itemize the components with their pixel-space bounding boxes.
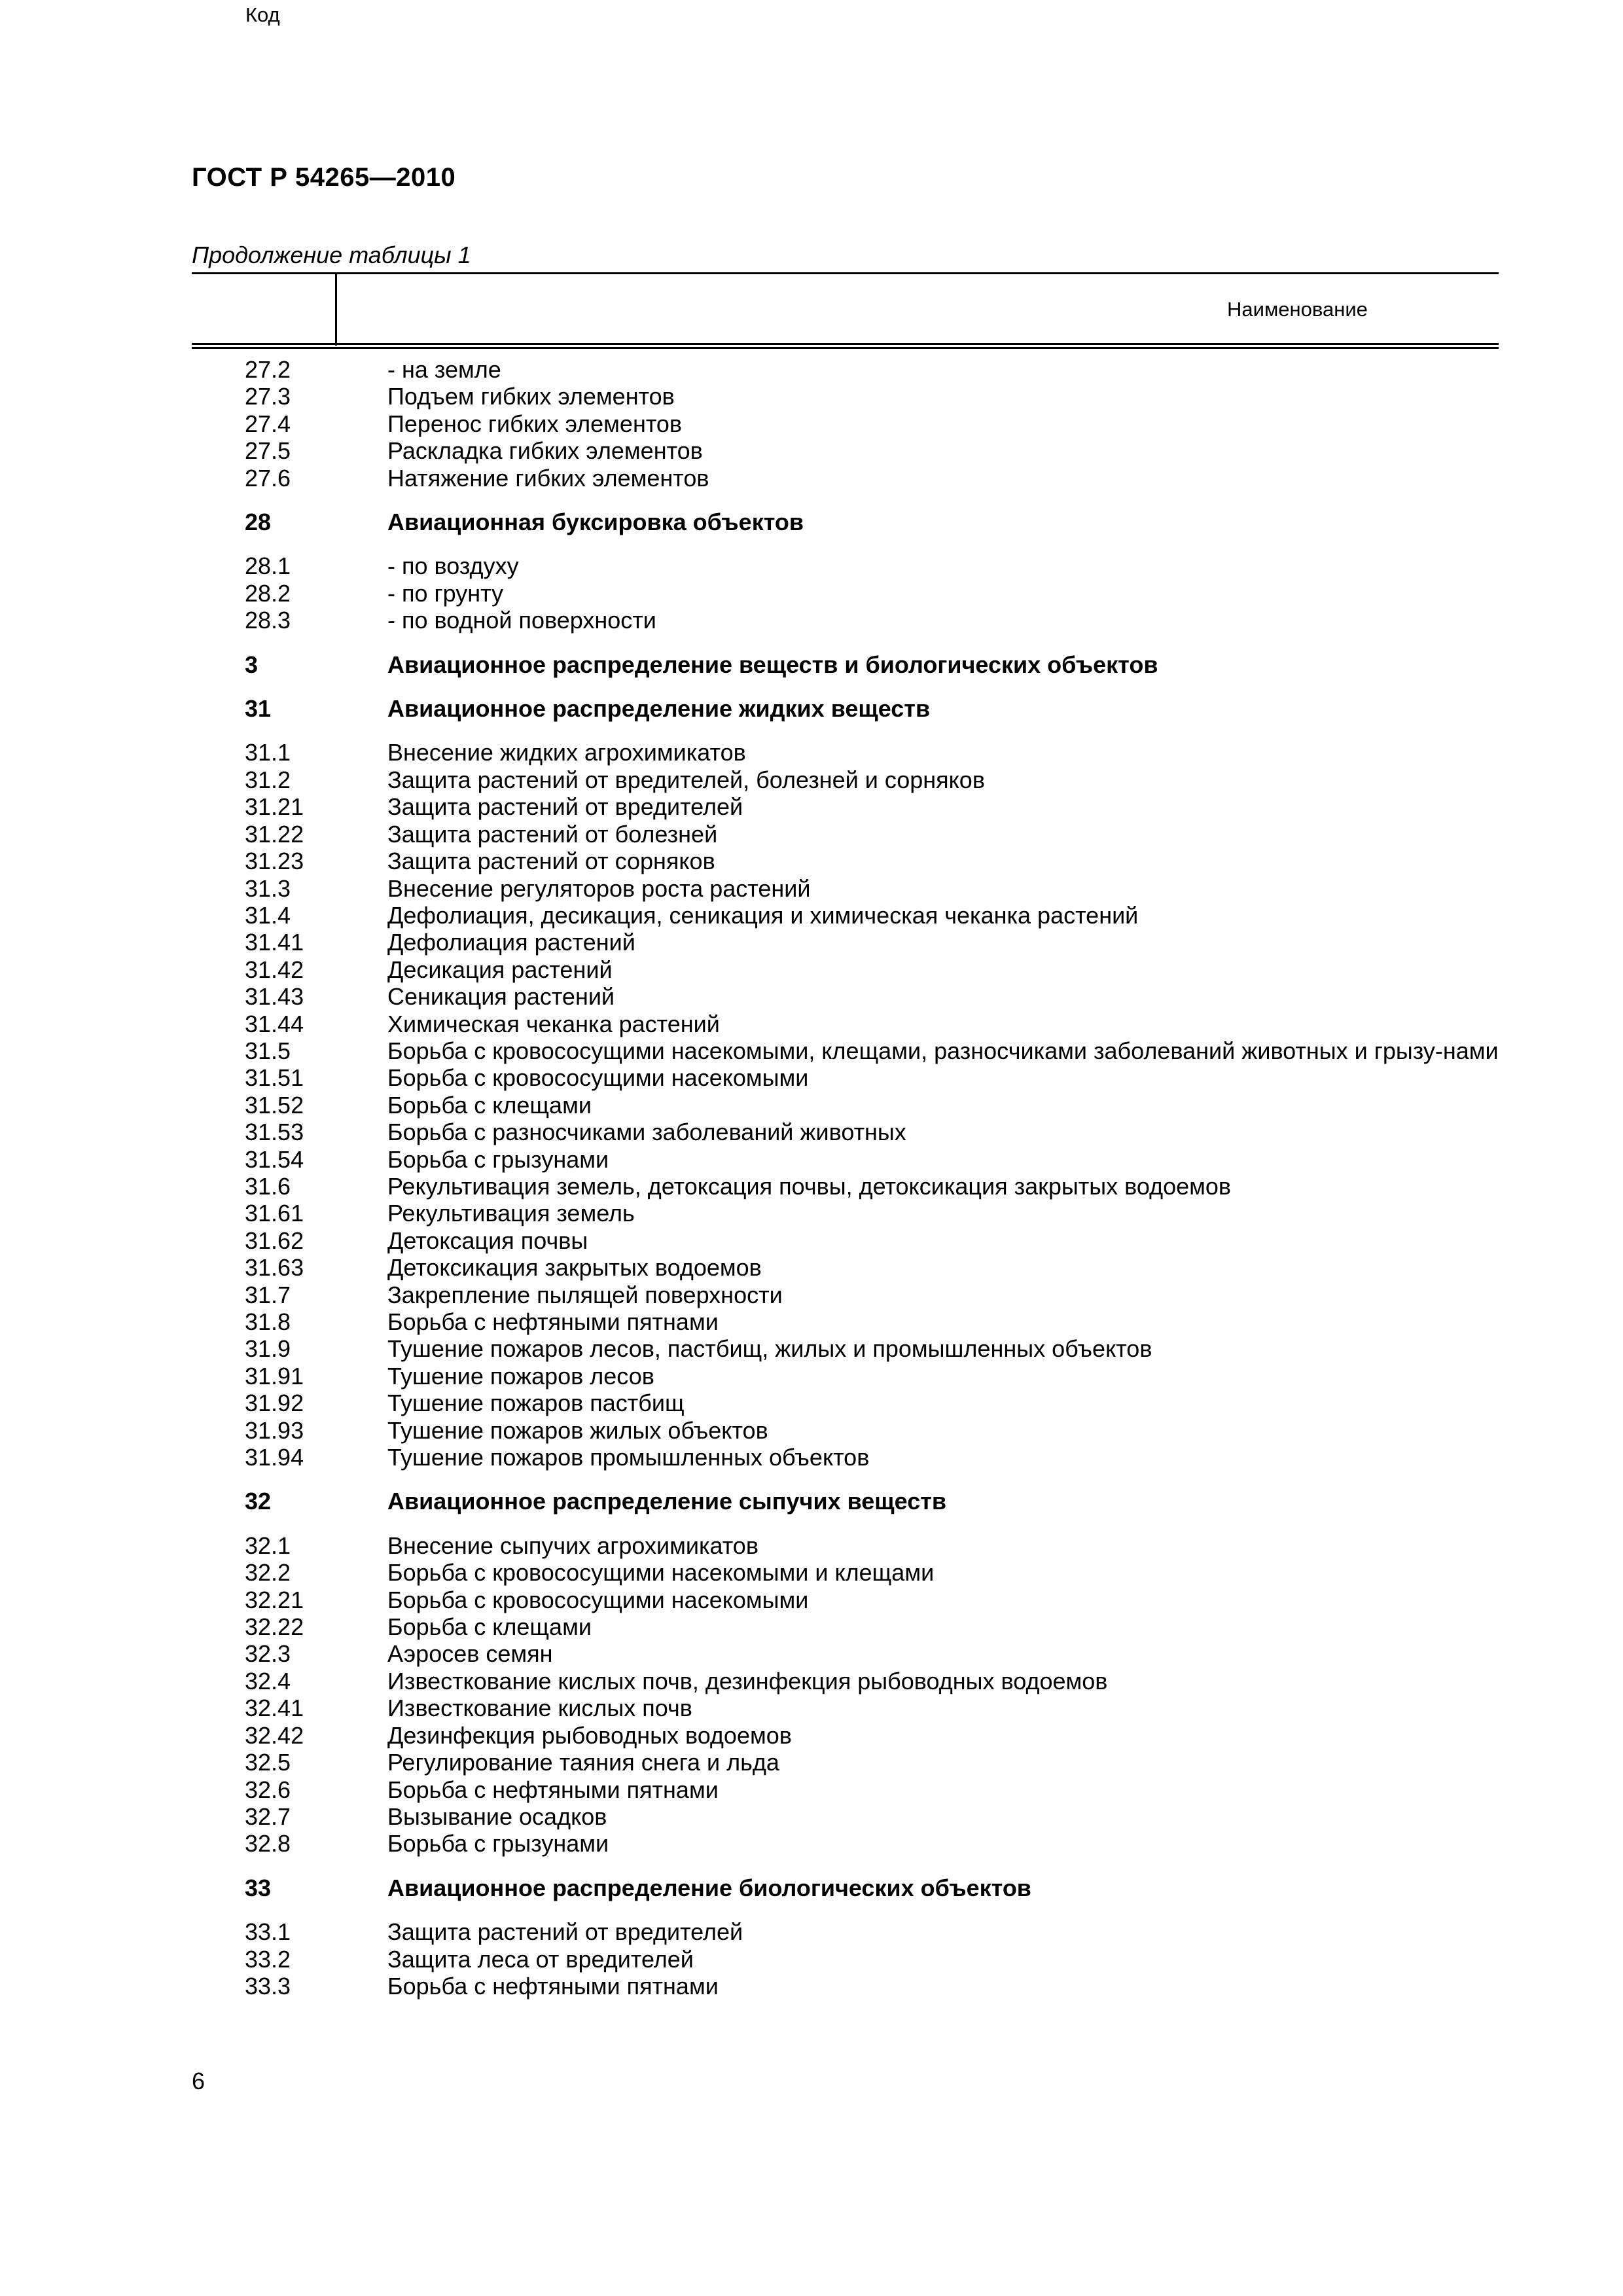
row-name: - по воздуху bbox=[387, 552, 519, 580]
row-name: Борьба с кровососущими насекомыми bbox=[387, 1586, 809, 1613]
table-row bbox=[0, 1308, 1623, 1335]
row-code: 31.8 bbox=[245, 1308, 291, 1335]
row-name: Перенос гибких элементов bbox=[387, 410, 683, 437]
table-top-rule bbox=[192, 272, 1499, 274]
row-name: Натяжение гибких элементов bbox=[387, 464, 709, 492]
row-code: 31.51 bbox=[245, 1064, 304, 1092]
table-row bbox=[0, 1173, 1623, 1200]
row-code: 32.4 bbox=[245, 1667, 291, 1695]
table-row bbox=[0, 607, 1623, 634]
row-code: 31.7 bbox=[245, 1281, 291, 1308]
row-name: - по грунту bbox=[387, 579, 504, 607]
table-row bbox=[0, 793, 1623, 820]
row-code: 31.52 bbox=[245, 1091, 304, 1119]
row-name: Детоксация почвы bbox=[387, 1227, 588, 1254]
table-row bbox=[0, 465, 1623, 492]
table-row bbox=[0, 410, 1623, 437]
table-body bbox=[0, 356, 1623, 2000]
row-code: 32.8 bbox=[245, 1830, 291, 1857]
row-name: Дефолиация, десикация, сеникация и химическая чеканка растений bbox=[387, 901, 1139, 929]
table-row bbox=[0, 1417, 1623, 1444]
row-code: 32.41 bbox=[245, 1695, 304, 1722]
row-name: Дефолиация растений bbox=[387, 929, 635, 956]
row-name: Защита растений от вредителей bbox=[387, 793, 743, 821]
row-code: 31.63 bbox=[245, 1254, 304, 1282]
row-name: Борьба с нефтяными пятнами bbox=[387, 1776, 719, 1803]
row-name: Борьба с нефтяными пятнами bbox=[387, 1308, 719, 1335]
table-row bbox=[0, 383, 1623, 410]
row-code: 31.93 bbox=[245, 1416, 304, 1444]
row-code: 28.2 bbox=[245, 579, 291, 607]
table-row bbox=[0, 1282, 1623, 1308]
row-name: Тушение пожаров пастбищ bbox=[387, 1390, 685, 1417]
row-code: 32.42 bbox=[245, 1721, 304, 1749]
row-name: Авиационная буксировка объектов bbox=[387, 509, 804, 536]
row-code: 31.4 bbox=[245, 901, 291, 929]
row-code: 32.5 bbox=[245, 1749, 291, 1776]
row-name: Тушение пожаров жилых объектов bbox=[387, 1416, 768, 1444]
row-code: 31 bbox=[245, 695, 272, 723]
row-name: Борьба с грызунами bbox=[387, 1145, 609, 1173]
row-name: Защита растений от вредителей, болезней и сорняков bbox=[387, 766, 985, 793]
row-name: Тушение пожаров лесов bbox=[387, 1362, 654, 1390]
table-row bbox=[0, 1037, 1623, 1064]
table-row bbox=[0, 356, 1623, 383]
row-code: 33.3 bbox=[245, 1972, 291, 2000]
row-name: Рекультивация земель, детоксация почвы, детоксикация закрытых водоемов bbox=[387, 1172, 1232, 1200]
row-name: Борьба с разносчиками заболеваний животных bbox=[387, 1119, 906, 1146]
table-row bbox=[0, 1776, 1623, 1803]
row-code: 31.61 bbox=[245, 1200, 304, 1227]
row-code: 32.22 bbox=[245, 1613, 304, 1641]
row-code: 31.43 bbox=[245, 983, 304, 1011]
row-name: Борьба с кровососущими насекомыми и клещами bbox=[387, 1559, 935, 1587]
row-name: Подъем гибких элементов bbox=[387, 383, 675, 410]
row-code: 31.44 bbox=[245, 1010, 304, 1037]
row-name: Известкование кислых почв, дезинфекция рыбоводных водоемов bbox=[387, 1667, 1108, 1695]
row-code: 27.6 bbox=[245, 464, 291, 492]
row-name: Защита растений от болезней bbox=[387, 820, 718, 848]
row-name: Защита леса от вредителей bbox=[387, 1945, 694, 1973]
row-code: 31.94 bbox=[245, 1444, 304, 1471]
row-code: 31.42 bbox=[245, 956, 304, 983]
header-double-rule-bottom bbox=[192, 347, 1499, 349]
table-row bbox=[0, 1749, 1623, 1776]
row-code: 31.2 bbox=[245, 766, 291, 793]
row-code: 3 bbox=[245, 651, 259, 678]
row-code: 32.21 bbox=[245, 1586, 304, 1613]
table-row bbox=[0, 651, 1623, 678]
row-name: Рекультивация земель bbox=[387, 1200, 635, 1227]
row-name: Десикация растений bbox=[387, 956, 613, 983]
row-code: 31.62 bbox=[245, 1227, 304, 1254]
row-name: - по водной поверхности bbox=[387, 607, 656, 634]
row-code: 31.3 bbox=[245, 874, 291, 902]
table-row bbox=[0, 1092, 1623, 1119]
column-header-code: Код bbox=[245, 3, 280, 26]
row-name: Борьба с грызунами bbox=[387, 1830, 609, 1857]
row-name: Борьба с кровососущими насекомыми bbox=[387, 1064, 809, 1092]
row-code: 32.2 bbox=[245, 1559, 291, 1587]
row-name: Борьба с нефтяными пятнами bbox=[387, 1972, 719, 2000]
row-name: Тушение пожаров промышленных объектов bbox=[387, 1444, 870, 1471]
table-row bbox=[0, 695, 1623, 722]
table-row bbox=[0, 1803, 1623, 1830]
table-row bbox=[0, 739, 1623, 766]
row-code: 31.6 bbox=[245, 1172, 291, 1200]
row-name: Внесение регуляторов роста растений bbox=[387, 874, 811, 902]
table-row bbox=[0, 1559, 1623, 1586]
column-header-name: Наименование bbox=[1227, 298, 1368, 321]
row-code: 32.7 bbox=[245, 1803, 291, 1830]
table-row bbox=[0, 1064, 1623, 1091]
row-name: Раскладка гибких элементов bbox=[387, 437, 703, 465]
row-name: Авиационное распределение веществ и биологических объектов bbox=[387, 651, 1158, 678]
row-name: Авиационное распределение биологических объектов bbox=[387, 1874, 1031, 1901]
table-row bbox=[0, 821, 1623, 848]
row-name: Внесение сыпучих агрохимикатов bbox=[387, 1532, 758, 1559]
table-row bbox=[0, 1668, 1623, 1695]
row-name: Авиационное распределение сыпучих веществ bbox=[387, 1488, 946, 1515]
table-row bbox=[0, 1200, 1623, 1227]
table-row bbox=[0, 902, 1623, 929]
table-row bbox=[0, 875, 1623, 902]
row-code: 31.1 bbox=[245, 739, 291, 766]
row-name: Борьба с клещами bbox=[387, 1091, 592, 1119]
row-name: Защита растений от сорняков bbox=[387, 848, 715, 875]
row-name: Внесение жидких агрохимикатов bbox=[387, 739, 746, 766]
row-name: Сеникация растений bbox=[387, 983, 615, 1011]
row-name: Вызывание осадков bbox=[387, 1803, 607, 1830]
row-code: 27.5 bbox=[245, 437, 291, 465]
table-row bbox=[0, 1587, 1623, 1613]
row-code: 28.3 bbox=[245, 607, 291, 634]
table-row bbox=[0, 929, 1623, 956]
row-code: 31.54 bbox=[245, 1145, 304, 1173]
row-name: Защита растений от вредителей bbox=[387, 1918, 743, 1946]
row-name: Химическая чеканка растений bbox=[387, 1010, 720, 1037]
table-column-divider bbox=[335, 272, 337, 346]
row-name: Авиационное распределение жидких веществ bbox=[387, 695, 931, 723]
row-name: Борьба с кровососущими насекомыми, клещами, разносчиками заболеваний животных и грызу-нами bbox=[387, 1037, 1499, 1064]
table-row bbox=[0, 1946, 1623, 1973]
table-row bbox=[0, 1722, 1623, 1749]
table-row bbox=[0, 1973, 1623, 2000]
table-row bbox=[0, 509, 1623, 535]
table-row bbox=[0, 1874, 1623, 1901]
table-row bbox=[0, 1532, 1623, 1559]
row-name: Тушение пожаров лесов, пастбищ, жилых и промышленных объектов bbox=[387, 1335, 1152, 1363]
table-row bbox=[0, 956, 1623, 983]
row-code: 28.1 bbox=[245, 552, 291, 580]
row-name: Закрепление пылящей поверхности bbox=[387, 1281, 783, 1308]
row-code: 32 bbox=[245, 1488, 272, 1515]
row-code: 31.23 bbox=[245, 848, 304, 875]
row-name: Борьба с клещами bbox=[387, 1613, 592, 1641]
row-code: 27.2 bbox=[245, 356, 291, 383]
table-row bbox=[0, 1613, 1623, 1640]
row-code: 31.5 bbox=[245, 1037, 291, 1064]
table-row bbox=[0, 1830, 1623, 1857]
table-row bbox=[0, 1254, 1623, 1281]
row-code: 28 bbox=[245, 509, 272, 536]
row-code: 31.21 bbox=[245, 793, 304, 821]
table-row bbox=[0, 1640, 1623, 1667]
row-code: 27.4 bbox=[245, 410, 291, 437]
row-code: 33 bbox=[245, 1874, 272, 1901]
row-code: 32.1 bbox=[245, 1532, 291, 1559]
row-code: 31.41 bbox=[245, 929, 304, 956]
row-name: Детоксикация закрытых водоемов bbox=[387, 1254, 762, 1282]
table-row bbox=[0, 1227, 1623, 1254]
table-row bbox=[0, 1335, 1623, 1362]
table-row bbox=[0, 1011, 1623, 1037]
page-number: 6 bbox=[192, 2068, 205, 2094]
table-row bbox=[0, 1444, 1623, 1471]
table-row bbox=[0, 552, 1623, 579]
table-row bbox=[0, 848, 1623, 874]
row-code: 27.3 bbox=[245, 383, 291, 410]
row-name: Регулирование таяния снега и льда bbox=[387, 1749, 779, 1776]
row-code: 32.6 bbox=[245, 1776, 291, 1803]
table-row bbox=[0, 1119, 1623, 1145]
row-name: - на земле bbox=[387, 356, 501, 383]
row-code: 33.1 bbox=[245, 1918, 291, 1946]
table-row bbox=[0, 1146, 1623, 1173]
row-code: 32.3 bbox=[245, 1640, 291, 1668]
header-double-rule-top bbox=[192, 343, 1499, 345]
table-row bbox=[0, 1488, 1623, 1515]
row-code: 33.2 bbox=[245, 1945, 291, 1973]
row-name: Дезинфекция рыбоводных водоемов bbox=[387, 1721, 792, 1749]
table-row bbox=[0, 437, 1623, 464]
table-row bbox=[0, 766, 1623, 793]
table-row bbox=[0, 580, 1623, 607]
table-row bbox=[0, 1363, 1623, 1390]
row-name: Известкование кислых почв bbox=[387, 1695, 692, 1722]
row-code: 31.53 bbox=[245, 1119, 304, 1146]
table-row bbox=[0, 983, 1623, 1010]
row-code: 31.92 bbox=[245, 1390, 304, 1417]
row-name: Аэросев семян bbox=[387, 1640, 553, 1668]
row-code: 31.91 bbox=[245, 1362, 304, 1390]
document-header: ГОСТ Р 54265—2010 bbox=[192, 163, 456, 192]
row-code: 31.22 bbox=[245, 820, 304, 848]
table-row bbox=[0, 1390, 1623, 1416]
table-caption: Продолжение таблицы 1 bbox=[192, 242, 471, 268]
row-code: 31.9 bbox=[245, 1335, 291, 1363]
table-row bbox=[0, 1918, 1623, 1945]
table-row bbox=[0, 1695, 1623, 1721]
